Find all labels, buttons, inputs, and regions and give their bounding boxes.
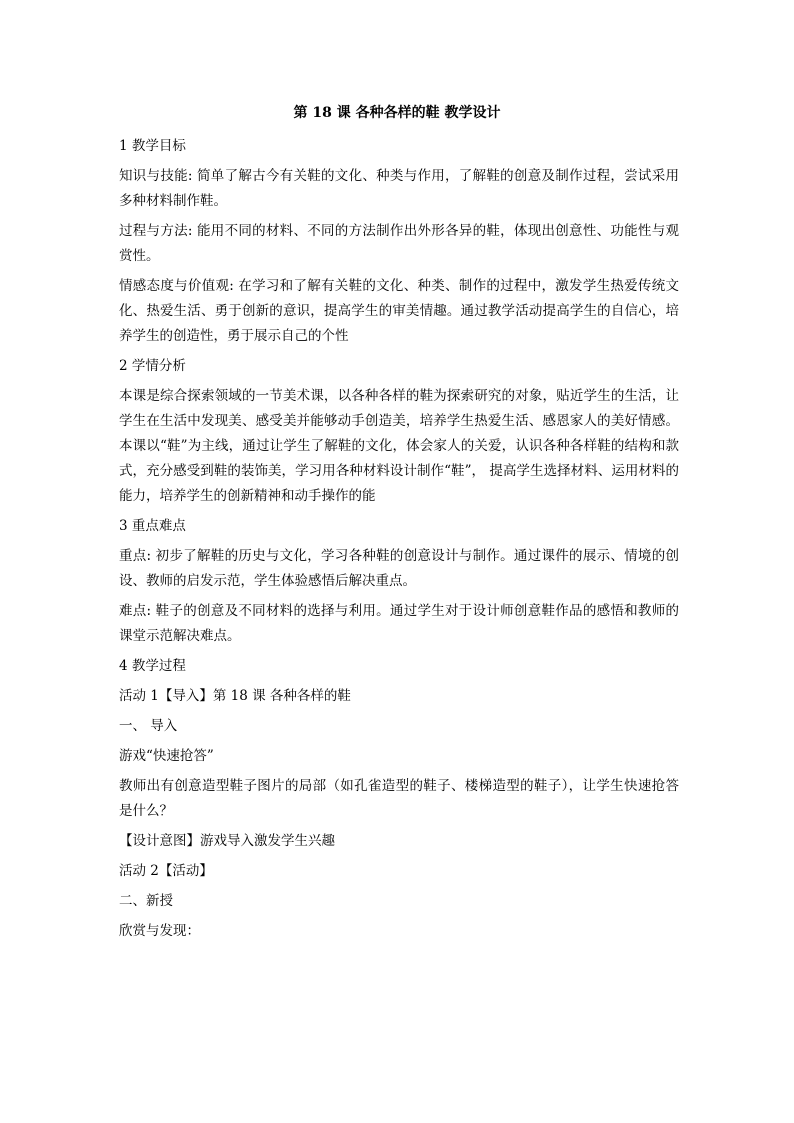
document-body (119, 134, 679, 949)
paragraph-new-lesson: 二、新授 (119, 893, 173, 909)
paragraph-knowledge-skills: 知识与技能: 简单了解古今有关鞋的文化、种类与作用，了解鞋的创意及制作过程，尝试采用多种材料制作鞋。 (119, 168, 679, 209)
paragraph-activity-2: 活动 2【活动】 (119, 863, 213, 879)
paragraph-key-point: 重点: 初步了解鞋的历史与文化，学习各种鞋的创意设计与制作。通过课件的展示、情境的创设、教师的启发示范，学生体验感悟后解决重点。 (119, 548, 679, 589)
document-title: 第 18 课 各种各样的鞋 教学设计 (293, 105, 501, 121)
section-heading-analysis: 2 学情分析 (119, 358, 186, 374)
paragraph-game: 游戏“快速抢答” (119, 748, 214, 764)
section-heading-process: 4 教学过程 (119, 658, 186, 674)
paragraph-design-intent: 【设计意图】游戏导入激发学生兴趣 (119, 833, 335, 849)
paragraph-emotion-values: 情感态度与价值观: 在学习和了解有关鞋的文化、种类、制作的过程中，激发学生热爱传统文化、热爱生活、勇于创新的意识，提高学生的审美情趣。通过教学活动提高学生的自信心，培养学生的创造性，勇于展示自己的个性 (119, 278, 679, 344)
section-heading-objectives: 1 教学目标 (119, 138, 186, 154)
paragraph-student-analysis: 本课是综合探索领域的一节美术课，以各种各样的鞋为探索研究的对象，贴近学生的生活，让学生在生活中发现美、感受美并能够动手创造美，培养学生热爱生活、感恩家人的美好情感。本课以“鞋”为主线，通过让学生了解鞋的文化，体会家人的关爱，认识各种各样鞋的结构和款式，充分感受到鞋的装饰美，学习用各种材料设计制作“鞋”， 提高学生选择材料、运用材料的能力，培养学生的创新精神和动手操作的能 (119, 388, 679, 504)
section-heading-key-points: 3 重点难点 (119, 518, 186, 534)
paragraph-activity-1: 活动 1【导入】第 18 课 各种各样的鞋 (119, 688, 351, 704)
paragraph-appreciate: 欣赏与发现： (119, 923, 200, 939)
paragraph-process-methods: 过程与方法: 能用不同的材料、不同的方法制作出外形各异的鞋，体现出创意性、功能性与观赏性。 (119, 223, 679, 264)
paragraph-difficulty: 难点: 鞋子的创意及不同材料的选择与利用。通过学生对于设计师创意鞋作品的感悟和教师的课堂示范解决难点。 (119, 603, 679, 644)
paragraph-intro: 一、 导入 (119, 718, 178, 734)
paragraph-game-description: 教师出有创意造型鞋子图片的局部（如孔雀造型的鞋子、楼梯造型的鞋子），让学生快速抢答是什么？ (119, 778, 679, 819)
